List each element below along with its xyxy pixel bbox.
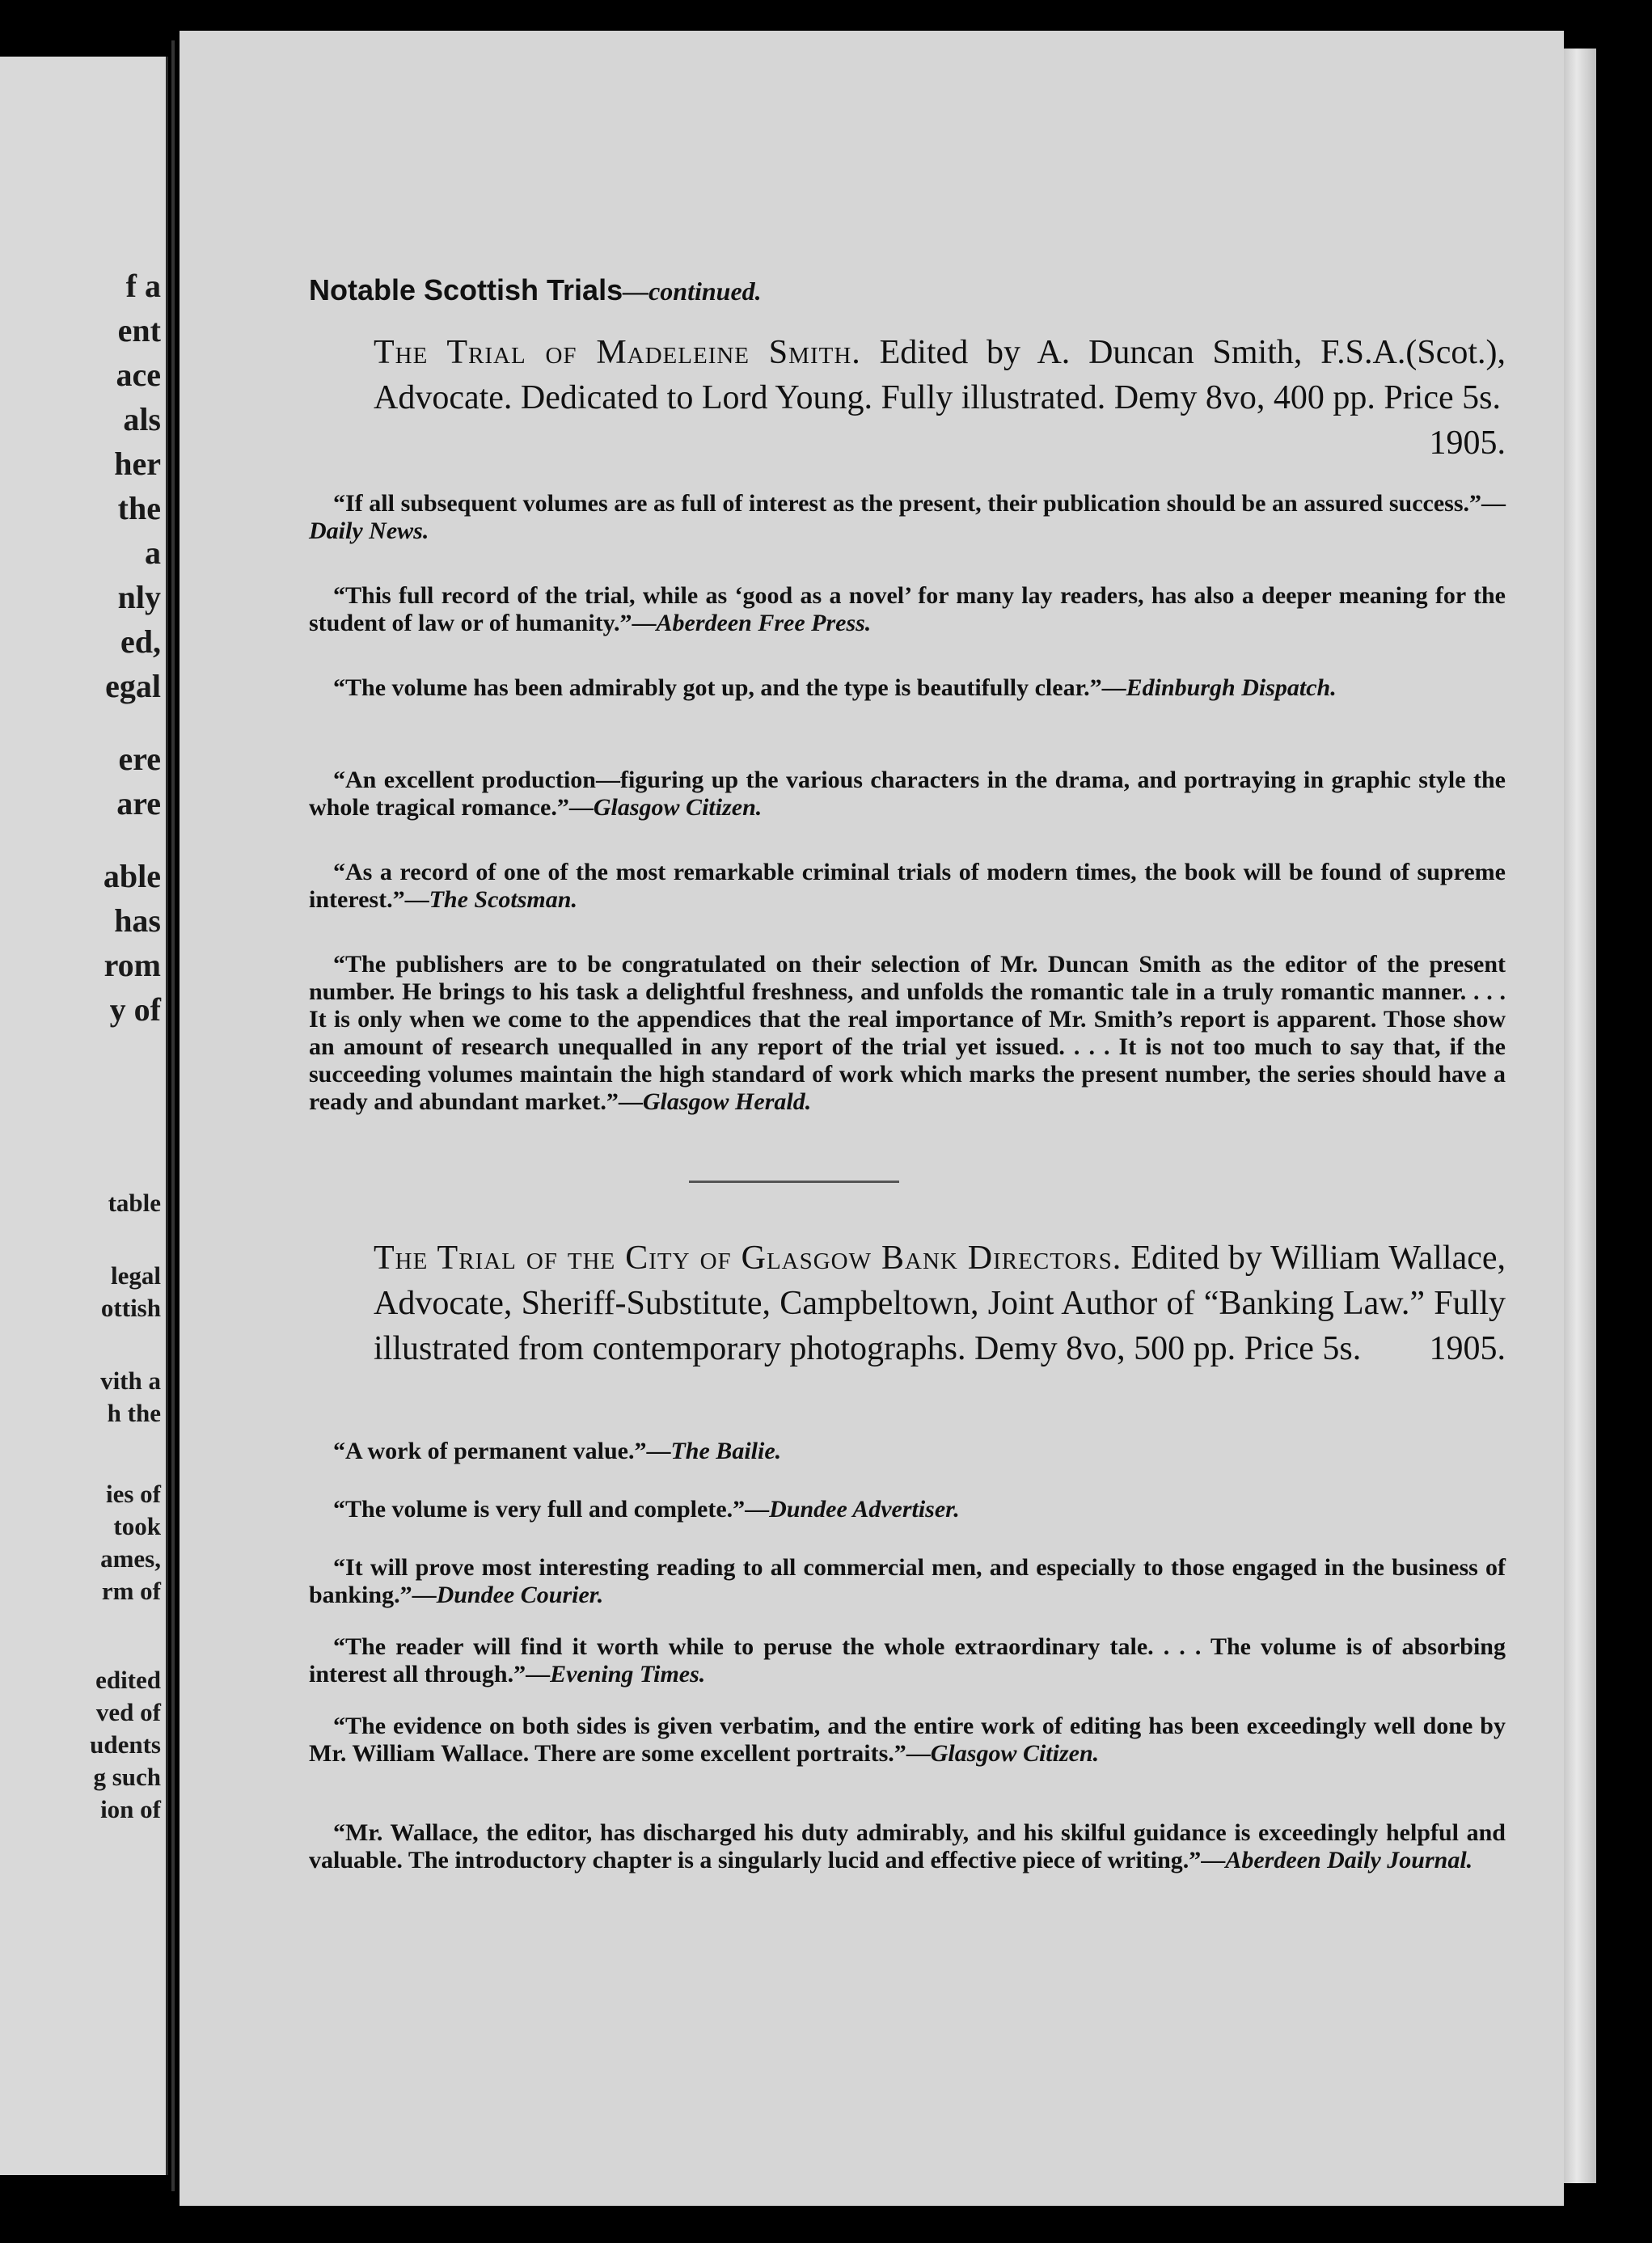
left-page-fragment: ved of	[95, 1698, 161, 1726]
quote-source: The Scotsman.	[429, 886, 577, 913]
series-title: Notable Scottish Trials	[309, 273, 623, 306]
left-page-fragment: ies of	[105, 1480, 161, 1508]
left-page-fragment: ion of	[100, 1795, 161, 1823]
book1-quote-1	[309, 490, 1506, 545]
quote-text: “The publishers are to be congratulated on their selection of Mr. Duncan Smith as the editor of the present number. He brings to his task a delightful freshness, and unfolds the romantic tale in a truly romantic manner. . . . It is only when we come to the appendices that the real importance of Mr. Smith’s report is apparent. Those show an amount of research unequalled in any report of the trial yet issued. . . . It is not too much to say that, if the succeeding volumes maintain the high standard of work which marks the present number, the series should have a ready and abundant market.”—	[309, 951, 1506, 1115]
book2-quote-2	[309, 1496, 1506, 1523]
left-page-fragment: als	[123, 401, 161, 437]
quote-source: The Bailie.	[670, 1438, 782, 1464]
left-page-fragment: a	[145, 534, 161, 571]
quote-source: Glasgow Herald.	[642, 1088, 812, 1115]
quote-text: “This full record of the trial, while as ‘good as a novel’ for many lay readers, has also a deeper meaning for the student of law or of humanity.”—	[309, 582, 1506, 636]
left-page-fragment: egal	[105, 668, 161, 704]
quote-text: “Mr. Wallace, the editor, has discharged his duty admirably, and his skilful guidance is exceedingly helpful and valuable. The introductory chapter is a singularly lucid and effective piece of writing.”—	[309, 1819, 1506, 1873]
left-page-fragment: g such	[93, 1763, 161, 1791]
left-page-fragment: legal	[111, 1261, 161, 1290]
book2-quote-3	[309, 1554, 1506, 1609]
left-page-fragment: the	[117, 490, 161, 526]
book1-entry	[374, 330, 1506, 466]
left-page-fragment: took	[113, 1512, 161, 1540]
left-page-fragment: f a	[125, 268, 161, 304]
book1-quote-5	[309, 859, 1506, 914]
quote-source: Glasgow Citizen.	[593, 794, 763, 821]
book1-year: 1905.	[1429, 425, 1506, 462]
left-page-fragment: ed,	[120, 623, 161, 660]
left-page-fragment: nly	[117, 579, 161, 615]
section-divider	[689, 1181, 899, 1183]
left-page-fragment: rm of	[101, 1577, 161, 1605]
book1-quote-2	[309, 582, 1506, 637]
gutter-line	[171, 40, 175, 2191]
left-page-fragment: has	[114, 902, 161, 939]
book2-quote-6	[309, 1819, 1506, 1874]
left-page-fragment: udents	[90, 1730, 161, 1759]
left-page-fragment: rom	[104, 947, 161, 983]
book2-quote-1	[309, 1438, 1506, 1465]
book2-details: Edited by William Wallace, Advocate, Sheriff-Substitute, Campbeltown, Joint Author of “Banking Law.” Fully illustrated from contemporary photographs. Demy 8vo, 500 pp. Price 5s.	[374, 1240, 1506, 1367]
left-page-fragment: h the	[107, 1399, 161, 1427]
quote-text: “It will prove most interesting reading to all commercial men, and especially to those engaged in the business of banking.”—	[309, 1554, 1506, 1608]
book1-title: The Trial of Madeleine Smith.	[374, 334, 861, 371]
left-page-fragment: ottish	[100, 1294, 161, 1322]
book2-entry	[374, 1236, 1506, 1371]
quote-text: “The volume is very full and complete.”—	[333, 1496, 770, 1523]
quote-text: “If all subsequent volumes are as full of interest as the present, their publication should be an assured success.”—	[333, 490, 1506, 517]
left-page-fragment: able	[103, 858, 161, 894]
left-page-fragment: her	[114, 446, 161, 482]
book1-quote-4	[309, 767, 1506, 822]
quote-source: Daily News.	[309, 517, 429, 544]
left-page-fragment: vith a	[100, 1366, 161, 1395]
quote-source: Dundee Courier.	[436, 1582, 604, 1608]
quote-text: “The volume has been admirably got up, and the type is beautifully clear.”—	[333, 674, 1126, 701]
quote-source: Edinburgh Dispatch.	[1126, 674, 1337, 701]
left-page-fragment: table	[108, 1189, 161, 1217]
left-page-fragment: edited	[95, 1666, 161, 1694]
quote-text: “The reader will find it worth while to peruse the whole extraordinary tale. . . . The volume is of absorbing interest all through.”—	[309, 1633, 1506, 1688]
left-page-fragment: ere	[118, 741, 161, 777]
book-page	[180, 31, 1564, 2206]
series-continued: —continued.	[623, 277, 762, 306]
left-page-fragment: y of	[109, 991, 161, 1028]
book1-quote-6	[309, 951, 1506, 1116]
book2-quote-5	[309, 1713, 1506, 1768]
left-page-fragment: ames,	[100, 1544, 161, 1573]
left-page-fragment: are	[116, 785, 161, 822]
book2-quote-4	[309, 1633, 1506, 1688]
page-edge	[1564, 49, 1596, 2183]
book1-quote-3	[309, 674, 1506, 702]
quote-text: “The evidence on both sides is given verbatim, and the entire work of editing has been exceedingly well done by Mr. William Wallace. There are some excellent portraits.”—	[309, 1713, 1506, 1767]
book2-year: 1905.	[1429, 1330, 1506, 1367]
quote-text: “As a record of one of the most remarkable criminal trials of modern times, the book will be found of supreme interest.”—	[309, 859, 1506, 913]
left-page-fragment: ent	[117, 312, 161, 348]
book2-title: The Trial of the City of Glasgow Bank Directors.	[374, 1240, 1122, 1277]
quote-text: “A work of permanent value.”—	[333, 1438, 671, 1464]
left-page-fragment: ace	[116, 357, 161, 393]
book1-details: Edited by A. Duncan Smith, F.S.A.(Scot.), Advocate. Dedicated to Lord Young. Fully illustrated. Demy 8vo, 400 pp. Price 5s.	[374, 334, 1506, 416]
left-page-edge	[0, 57, 168, 2175]
quote-source: Glasgow Citizen.	[930, 1740, 1100, 1767]
quote-source: Aberdeen Daily Journal.	[1225, 1847, 1473, 1873]
quote-source: Dundee Advertiser.	[769, 1496, 960, 1523]
quote-source: Evening Times.	[550, 1661, 706, 1688]
quote-text: “An excellent production—figuring up the various characters in the drama, and portraying in graphic style the whole tragical romance.”—	[309, 767, 1506, 821]
quote-source: Aberdeen Free Press.	[656, 610, 872, 636]
series-heading	[309, 273, 762, 307]
